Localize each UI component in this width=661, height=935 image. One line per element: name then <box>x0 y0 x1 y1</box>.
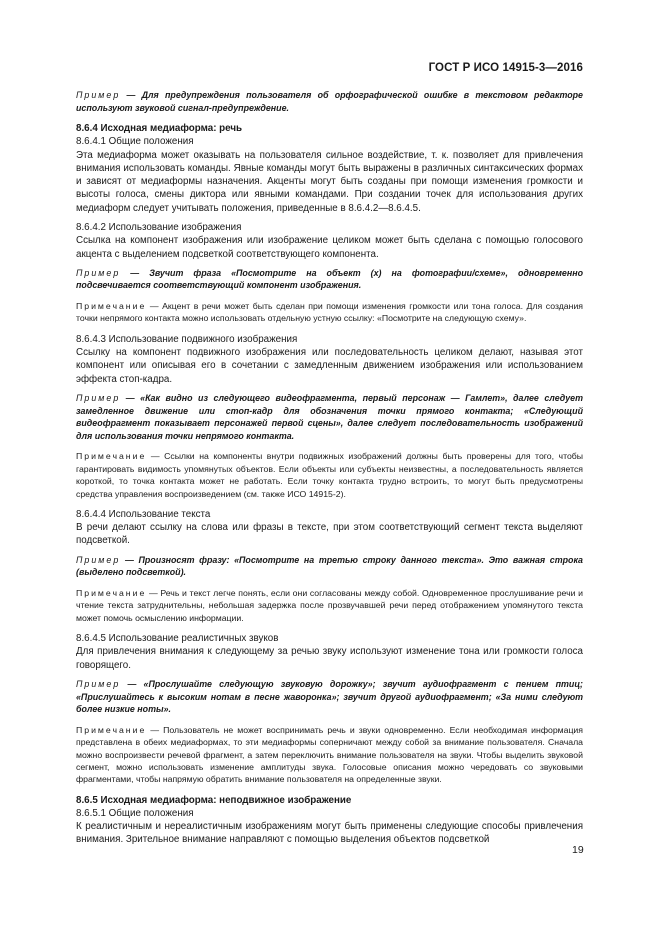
body-paragraph: В речи делают ссылку на слова или фразы в тексте, при этом соответствующий сегмент текста выделяют подсветкой. <box>76 522 583 547</box>
body-paragraph: Ссылку на компонент подвижного изображения или последовательность целиком делают, называя этот компонент или описывая его в сочетании с замедленным движением изображения или использованием эффекта стоп-кадра. <box>76 347 583 385</box>
example-text: — Звучит фраза «Посмотрите на объект (х) на фотографии/схеме», одновременно подсвечивается соответствующий компонент изображения. <box>76 267 583 291</box>
subsection-heading: 8.6.5.1 Общие положения <box>76 807 194 819</box>
body-paragraph: Ссылка на компонент изображения или изображение целиком может быть сделана с помощью голосового акцента с выделением подсветкой соответствующего компонента. <box>76 235 583 260</box>
example-text: — «Как видно из следующего видеофрагмента, первый персонаж — Гамлет», далее следует замедленное движение или стоп-кадр для обозначения точки прямого контакта; «Следующий видеофрагмент показывает персонажей первой сцены», далее следует последовательность изображений для использования точки непрямого контакта. <box>76 392 584 441</box>
body-paragraph: К реалистичным и нереалистичным изображениям могут быть применены следующие способы привлечения внимания. Зрительное внимание направляют с помощью выделения объектов подсветкой <box>76 821 583 846</box>
example-label: Пример <box>76 267 121 278</box>
subsection-heading: 8.6.4.4 Использование текста <box>76 508 211 520</box>
example-label: Пример <box>76 90 121 100</box>
note-paragraph <box>76 450 583 500</box>
section-heading: 8.6.5 Исходная медиаформа: неподвижное изображение <box>76 794 352 806</box>
page-number: 19 <box>572 844 584 856</box>
note-label: Примечание <box>76 301 147 312</box>
note-paragraph <box>76 587 583 624</box>
body-paragraph: Для привлечения внимания к следующему за речью звуку используют изменение тона или громкости голоса говорящего. <box>76 646 583 671</box>
note-label: Примечание <box>76 587 147 598</box>
example-label: Пример <box>76 678 121 689</box>
example-text: — «Прослушайте следующую звуковую дорожку»; звучит аудиофрагмент с пением птиц; «Прислушайтесь к высоким нотам в песне жаворонка»; звучит другой аудиофрагмент; «За ними следуют более низкие ноты». <box>76 678 584 715</box>
note-label: Примечание <box>76 724 147 735</box>
example-paragraph <box>76 554 583 579</box>
subsection-heading: 8.6.4.5 Использование реалистичных звуков <box>76 633 279 645</box>
note-label: Примечание <box>76 451 147 462</box>
example-paragraph <box>76 267 583 292</box>
page-body <box>76 89 583 853</box>
section-heading: 8.6.4 Исходная медиаформа: речь <box>76 123 243 135</box>
example-text: — Произносят фразу: «Посмотрите на третью строку данного текста». Это важная строка (выделено подсветкой). <box>76 554 583 578</box>
note-text: — Пользователь не может воспринимать речь и звуки одновременно. Если необходимая информация представлена в обеих медиаформах, то эти медиаформы соперничают между собой за внимание пользователя. Сначала можно воспроизвести речевой фрагмент, а затем переключить внимание пользователя на звуки. Чтобы выделить звуковой сегмент, можно использовать изменение амплитуды звука. Голосовые описания можно чередовать со звуковыми фрагментами, чтобы напрямую обратить внимание пользователя на определенные звуки. <box>76 724 583 785</box>
example-label: Пример <box>76 392 121 403</box>
note-text: — Ссылки на компоненты внутри подвижных изображений должны быть проверены для того, чтобы гарантировать видимость упомянутых объектов. Если объекты или субъекты неизвестны, а последовательность является короткой, то точка контакта может не работать. Если точку контакта трудно встроить, то могут быть предусмотрены средства управления воспроизведением (см. также ИСО 14915-2). <box>76 451 583 499</box>
note-paragraph <box>76 300 583 325</box>
body-paragraph: Эта медиаформа может оказывать на пользователя сильное воздействие, т. к. позволяет для привлечения внимания использовать команды. Явные команды могут быть выражены в различных синтаксических формах и зависят от медиаформы назначения. Акценты могут быть созданы при помощи изменения громкости и высоты голоса, смены диктора или явными командами. При создании точек для использования других медиаформ следует учитывать положения, приведенные в 8.6.4.2—8.6.4.5. <box>76 149 583 214</box>
example-label: Пример <box>76 554 121 565</box>
example-paragraph <box>76 89 583 114</box>
example-paragraph <box>76 392 583 442</box>
note-text: — Акцент в речи может быть сделан при помощи изменения громкости или тона голоса. Для создания точки непрямого контакта можно использовать отдельную устную ссылку: «Посмотрите на следующую схему». <box>76 301 583 324</box>
subsection-heading: 8.6.4.3 Использование подвижного изображения <box>76 333 298 345</box>
document-header: ГОСТ Р ИСО 14915-3—2016 <box>428 62 583 74</box>
note-paragraph <box>76 724 583 786</box>
subsection-heading: 8.6.4.2 Использование изображения <box>76 222 242 234</box>
subsection-heading: 8.6.4.1 Общие положения <box>76 136 194 148</box>
example-text: — Для предупреждения пользователя об орфографической ошибке в текстовом редакторе используют звуковой сигнал-предупреждение. <box>76 90 583 113</box>
note-text: — Речь и текст легче понять, если они согласованы между собой. Одновременное прослушивание речи и чтение текста затруднительны, небольшая задержка после прозвучавшей речи перед отображением упомянутого текста может помочь осмыслению информации. <box>76 587 583 623</box>
example-paragraph <box>76 678 583 716</box>
